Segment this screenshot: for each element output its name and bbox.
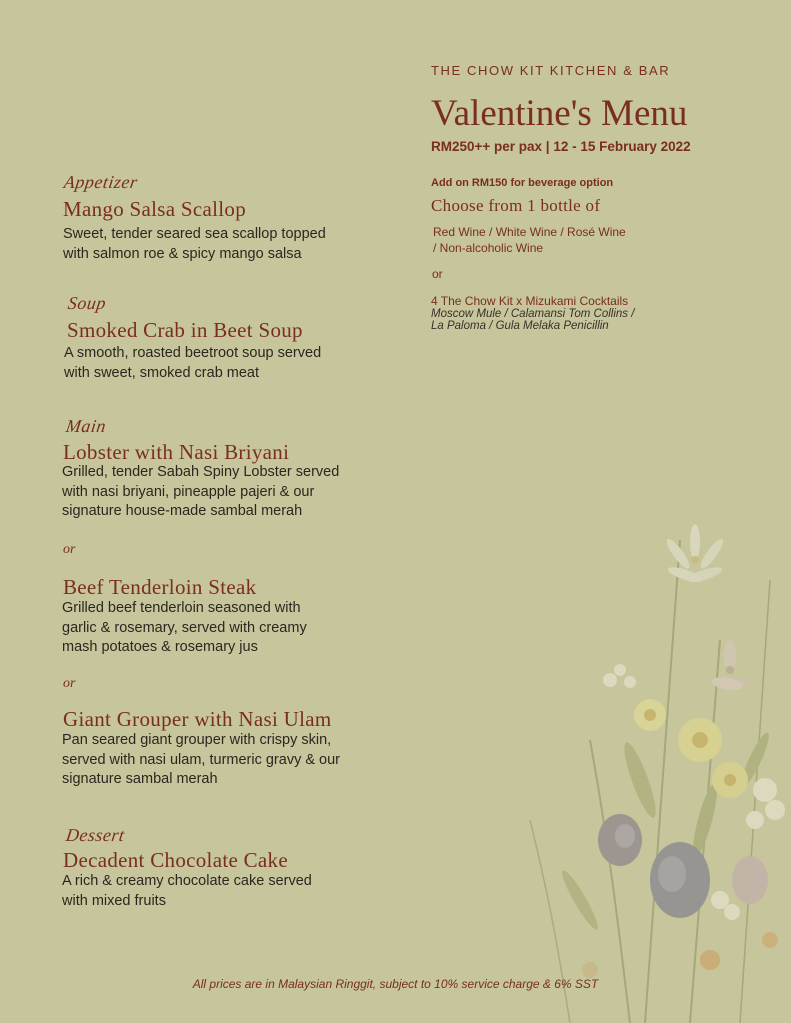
- description-line: served with nasi ulam, turmeric gravy & our: [62, 751, 341, 768]
- description-line: Sweet, tender seared sea scallop topped: [63, 226, 326, 242]
- beverage-choose: Choose from 1 bottle of: [431, 196, 601, 215]
- footer-note: All prices are in Malaysian Ringgit, subject to 10% service charge & 6% SST: [192, 977, 599, 991]
- dish-description: [64, 344, 394, 383]
- botanical-flowers-illustration: [470, 520, 791, 1023]
- dish-name: Mango Salsa Scallop: [63, 197, 247, 221]
- description-line: A smooth, roasted beetroot soup served: [64, 345, 322, 361]
- or-separator: or: [63, 542, 76, 557]
- description-line: signature sambal merah: [62, 771, 218, 787]
- description-line: with mixed fruits: [62, 892, 166, 909]
- description-line: with nasi briyani, pineapple pajeri & our: [62, 483, 315, 500]
- price-line: RM250++ per pax | 12 - 15 February 2022: [431, 139, 691, 154]
- description-line: Grilled beef tenderloin seasoned with: [62, 600, 301, 616]
- dish-description: [63, 225, 393, 264]
- description-line: Grilled, tender Sabah Spiny Lobster served: [62, 464, 340, 480]
- dish-name: Giant Grouper with Nasi Ulam: [63, 707, 332, 731]
- restaurant-name: THE CHOW KIT KITCHEN & BAR: [431, 63, 671, 78]
- description-line: A rich & creamy chocolate cake served: [62, 873, 312, 889]
- wine-options-line2: / Non-alcoholic Wine: [433, 241, 544, 255]
- description-line: signature house-made sambal merah: [62, 503, 303, 519]
- cocktails-title: 4 The Chow Kit x Mizukami Cocktails: [431, 294, 629, 308]
- dish-description: [62, 872, 392, 911]
- dish-name: Decadent Chocolate Cake: [63, 848, 288, 872]
- wine-options-line1: Red Wine / White Wine / Rosé Wine: [433, 225, 626, 239]
- beverage-or: or: [432, 267, 443, 281]
- description-line: with salmon roe & spicy mango salsa: [63, 245, 302, 262]
- description-line: mash potatoes & rosemary jus: [62, 639, 258, 655]
- or-separator: or: [63, 676, 76, 691]
- category-main: Main: [64, 416, 108, 436]
- description-line: garlic & rosemary, served with creamy: [62, 619, 307, 636]
- dish-name: Smoked Crab in Beet Soup: [67, 318, 303, 342]
- beverage-addon: Add on RM150 for beverage option: [431, 177, 614, 189]
- dish-name: Beef Tenderloin Steak: [63, 575, 257, 599]
- cocktails-line2: La Paloma / Gula Melaka Penicillin: [431, 320, 609, 332]
- dish-description: [62, 731, 402, 790]
- dish-description: [62, 599, 392, 658]
- description-line: with sweet, smoked crab meat: [64, 364, 260, 381]
- description-line: Pan seared giant grouper with crispy skin,: [62, 732, 332, 748]
- category-appetizer: Appetizer: [62, 172, 139, 192]
- category-soup: Soup: [66, 293, 108, 313]
- page-title: Valentine's Menu: [431, 93, 688, 134]
- category-dessert: Dessert: [64, 825, 126, 845]
- cocktails-line1: Moscow Mule / Calamansi Tom Collins /: [431, 308, 635, 320]
- dish-description: [62, 463, 402, 522]
- dish-name: Lobster with Nasi Briyani: [63, 440, 290, 464]
